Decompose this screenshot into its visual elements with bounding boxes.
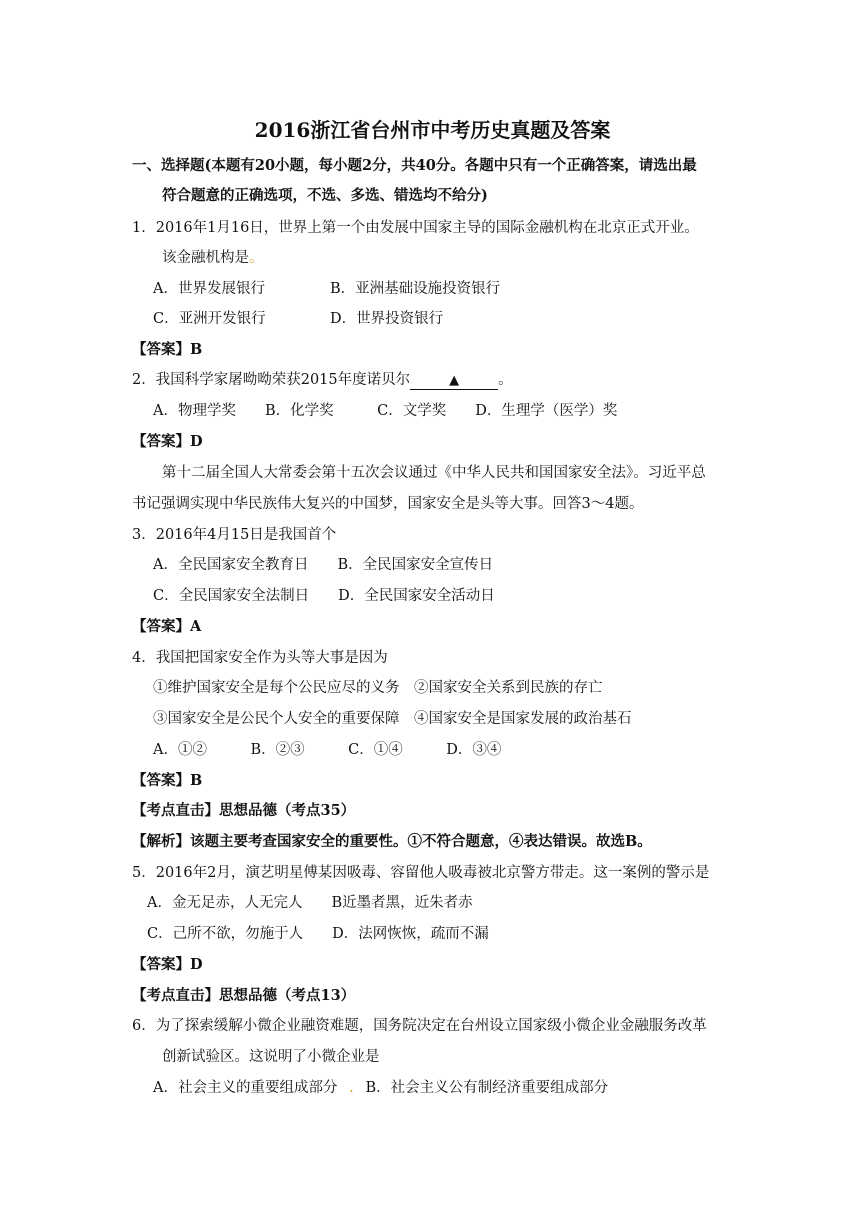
q1-option-d: D．世界投资银行 <box>330 311 444 327</box>
q1-stray-mark: 。 <box>249 250 264 266</box>
q5-exam-point: 【考点直击】思想品德（考点13） <box>132 987 356 1004</box>
q4-statements-line2: ③国家安全是公民个人安全的重要保障 ④国家安全是国家发展的政治基石 <box>153 711 632 727</box>
q5-options-line2: C．己所不欲，勿施于人 D．法网恢恢，疏而不漏 <box>147 926 489 942</box>
q4-statements-line1: ①维护国家安全是每个公民应尽的义务 ②国家安全关系到民族的存亡 <box>153 680 603 696</box>
q4-analysis: 【解析】该题主要考查国家安全的重要性。①不符合题意，④表达错误。故选B。 <box>132 833 652 850</box>
document-title: 2016浙江省台州市中考历史真题及答案 <box>254 118 611 142</box>
q1-option-b: B．亚洲基础设施投资银行 <box>330 281 501 297</box>
section-heading-line2: 符合题意的正确选项，不选、多选、错选均不给分) <box>162 187 488 204</box>
q1-stem-text: 该金融机构是 <box>162 250 249 266</box>
context-line1: 第十二届全国人大常委会第十五次会议通过《中华人民共和国国家安全法》。习近平总 <box>162 465 706 481</box>
q2-stem <box>132 370 513 390</box>
q5-answer: 【答案】D <box>132 956 203 973</box>
q3-options-line2: C．全民国家安全法制日 D．全民国家安全活动日 <box>153 588 495 604</box>
q6-stem-line1: 6．为了探索缓解小微企业融资难题，国务院决定在台州设立国家级小微企业金融服务改革 <box>132 1018 707 1034</box>
q5-options-line1: A．金无足赤，人无完人 B近墨者黑，近朱者赤 <box>147 895 473 911</box>
q6-stem-line2: 创新试验区。这说明了小微企业是 <box>162 1049 380 1065</box>
q6-option-a: A．社会主义的重要组成部分 <box>153 1080 338 1096</box>
q4-options: A．①② B．②③ C．①④ D．③④ <box>153 742 502 758</box>
q1-option-a: A．世界发展银行 <box>153 281 265 297</box>
q2-stem-end: 。 <box>498 372 513 388</box>
q6-options-line1 <box>153 1078 608 1098</box>
q6-stray-mark: . <box>349 1080 354 1096</box>
section-heading-line1: 一、选择题(本题有20小题，每小题2分，共40分。各题中只有一个正确答案，请选出最 <box>132 157 697 174</box>
q3-answer: 【答案】A <box>132 618 202 635</box>
q3-stem: 3．2016年4月15日是我国首个 <box>132 527 337 543</box>
q4-stem: 4．我国把国家安全作为头等大事是因为 <box>132 650 388 666</box>
q6-option-b: B．社会主义公有制经济重要组成部分 <box>365 1080 609 1096</box>
q2-options: A．物理学奖 B．化学奖 C．文学奖 D．生理学（医学）奖 <box>153 403 618 419</box>
q3-options-line1: A．全民国家安全教育日 B．全民国家安全宣传日 <box>153 557 494 573</box>
q5-stem: 5．2016年2月，演艺明星傅某因吸毒、容留他人吸毒被北京警方带走。这一案例的警示是 <box>132 865 710 881</box>
q2-stem-text: 2．我国科学家屠呦呦荣获2015年度诺贝尔 <box>132 372 411 388</box>
context-line2: 书记强调实现中华民族伟大复兴的中国梦，国家安全是头等大事。回答3～4题。 <box>132 496 644 512</box>
q2-answer: 【答案】D <box>132 433 203 450</box>
q1-option-c: C．亚洲开发银行 <box>153 311 266 327</box>
q1-stem-line2 <box>162 248 264 268</box>
q4-answer: 【答案】B <box>132 772 203 789</box>
q2-blank: ▲ <box>410 371 498 390</box>
q4-exam-point: 【考点直击】思想品德（考点35） <box>132 802 356 819</box>
q1-stem-line1: 1．2016年1月16日，世界上第一个由发展中国家主导的国际金融机构在北京正式开业。 <box>132 220 699 236</box>
q1-answer: 【答案】B <box>132 341 203 358</box>
